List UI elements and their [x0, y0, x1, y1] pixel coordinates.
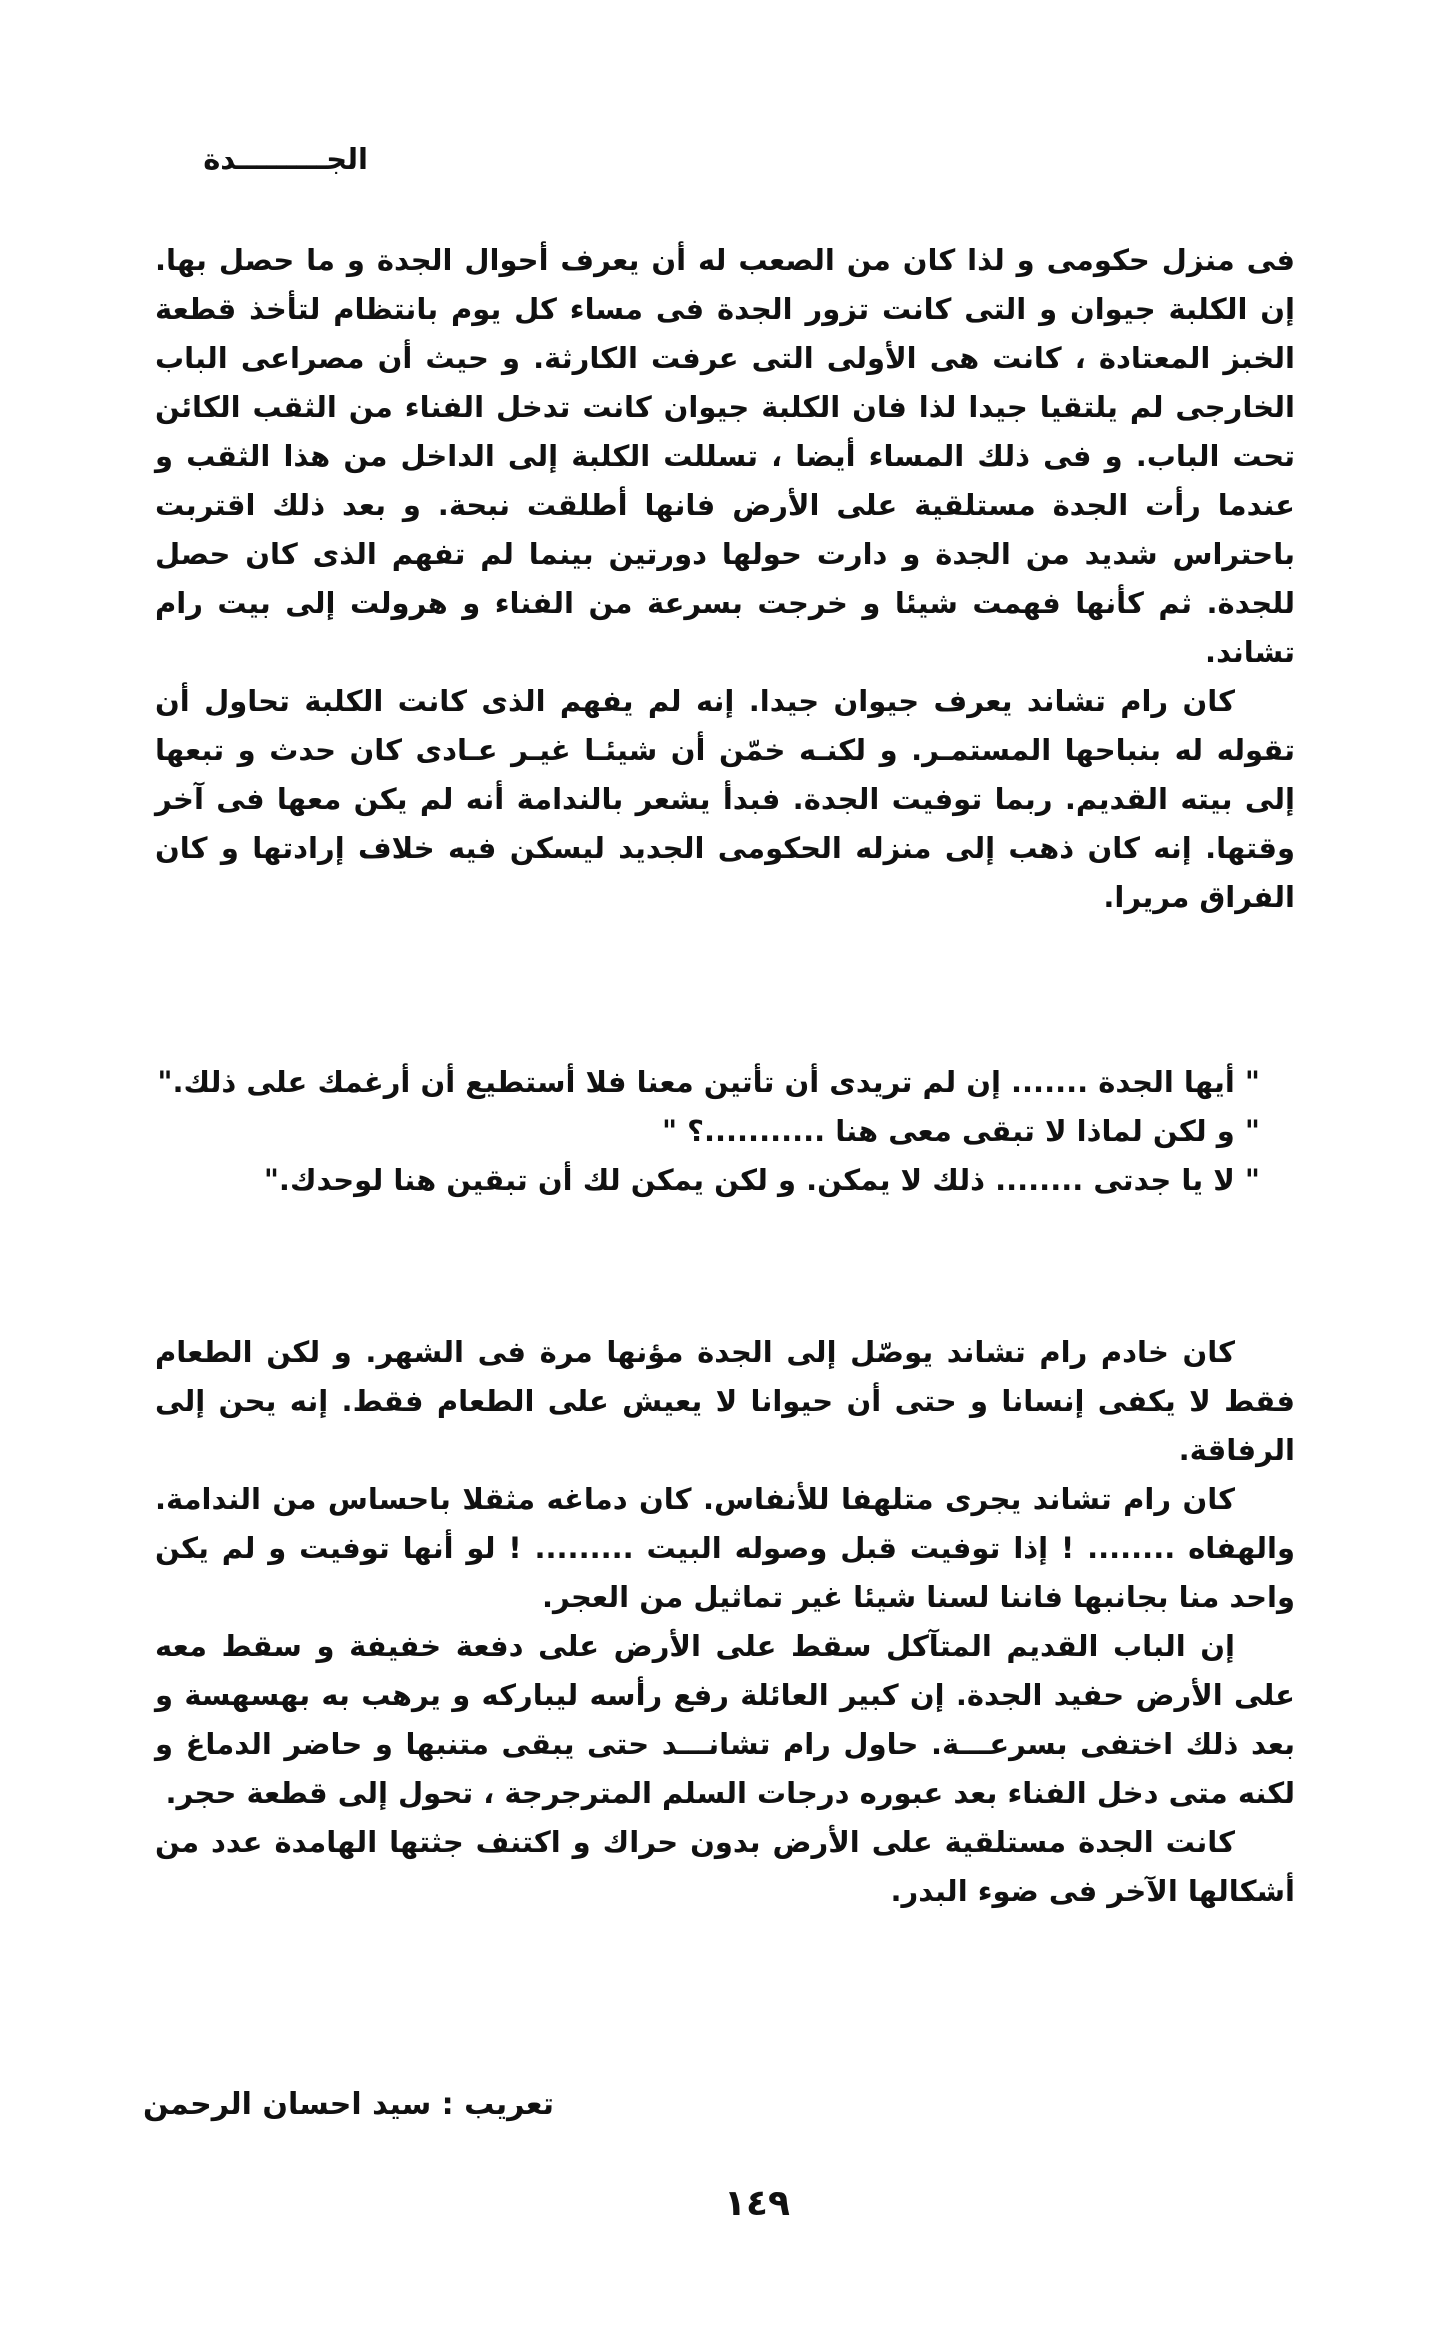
story-text-part-1 — [155, 236, 1295, 922]
page-number: ١٤٩ — [724, 2183, 790, 2224]
paragraph: إن الباب القديم المتآكل سقط على الأرض على دفعة خفيفة و سقط معه على الأرض حفيد الجدة. إن كبير العائلة رفع رأسه ليباركه و يرهب به بهسهسة و بعد ذلك اختفى بسرعـــة. حاول رام تشانـــد حتى يبقى متنبها و حاضر الدماغ و لكنه متى دخل الفناء بعد عبوره درجات السلم المترجرجة ، تحول إلى قطعة حجر. — [155, 1629, 1295, 1810]
dialogue-block — [155, 1058, 1295, 1205]
dialogue-line: " لا يا جدتى ........ ذلك لا يمكن. و لكن يمكن لك أن تبقين هنا لوحدك." — [263, 1163, 1260, 1197]
paragraph: كانت الجدة مستلقية على الأرض بدون حراك و اكتنف جثتها الهامدة عدد من أشكالها الآخر فى ضوء البدر. — [155, 1825, 1295, 1908]
dialogue-line: " و لكن لماذا لا تبقى معى هنا ...........؟ " — [661, 1114, 1260, 1148]
paragraph: كان رام تشاند يجرى متلهفا للأنفاس. كان دماغه مثقلا باحساس من الندامة. والهفاه ........ ! إذا توفيت قبل وصوله البيت ......... ! لو أنها توفيت و لم يكن واحد منا بجانبها فاننا لسنا شيئا غير تماثيل من العجر. — [155, 1482, 1295, 1614]
story-text-part-2 — [155, 1328, 1295, 1916]
dialogue-line: " أيها الجدة ....... إن لم تريدى أن تأتين معنا فلا أستطيع أن أرغمك على ذلك." — [157, 1065, 1260, 1099]
running-title: الجـــــــــدة — [203, 142, 368, 176]
paragraph: فى منزل حكومى و لذا كان من الصعب له أن يعرف أحوال الجدة و ما حصل بها. إن الكلبة جيوان و التى كانت تزور الجدة فى مساء كل يوم بانتظام لتأخذ قطعة الخبز المعتادة ، كانت هى الأولى التى عرفت الكارثة. و حيث أن مصراعى الباب الخارجى لم يلتقيا جيدا لذا فان الكلبة جيوان كانت تدخل الفناء من الثقب الكائن تحت الباب. و فى ذلك المساء أيضا ، تسللت الكلبة إلى الداخل من هذا الثقب و عندما رأت الجدة مستلقية على الأرض فانها أطلقت نبحة. و بعد ذلك اقتربت باحتراس شديد من الجدة و دارت حولها دورتين بينما لم تفهم الذى كان حصل للجدة. ثم كأنها فهمت شيئا و خرجت بسرعة من الفناء و هرولت إلى بيت رام تشاند. — [155, 243, 1295, 669]
paragraph: كان رام تشاند يعرف جيوان جيدا. إنه لم يفهم الذى كانت الكلبة تحاول أن تقوله له بنباحها المستمـر. و لكنـه خمّن أن شيئـا غيـر عـادى كان حدث و تبعها إلى بيته القديم. ربما توفيت الجدة. فبدأ يشعر بالندامة أنه لم يكن معها فى آخر وقتها. إنه كان ذهب إلى منزله الحكومى الجديد ليسكن فيه خلاف إرادتها و كان الفراق مريرا. — [155, 684, 1295, 914]
translator-credit: تعريب : سيد احسان الرحمن — [143, 2087, 554, 2122]
paragraph: كان خادم رام تشاند يوصّل إلى الجدة مؤنها مرة فى الشهر. و لكن الطعام فقط لا يكفى إنسانا و حتى أن حيوانا لا يعيش على الطعام فقط. إنه يحن إلى الرفاقة. — [155, 1335, 1295, 1467]
